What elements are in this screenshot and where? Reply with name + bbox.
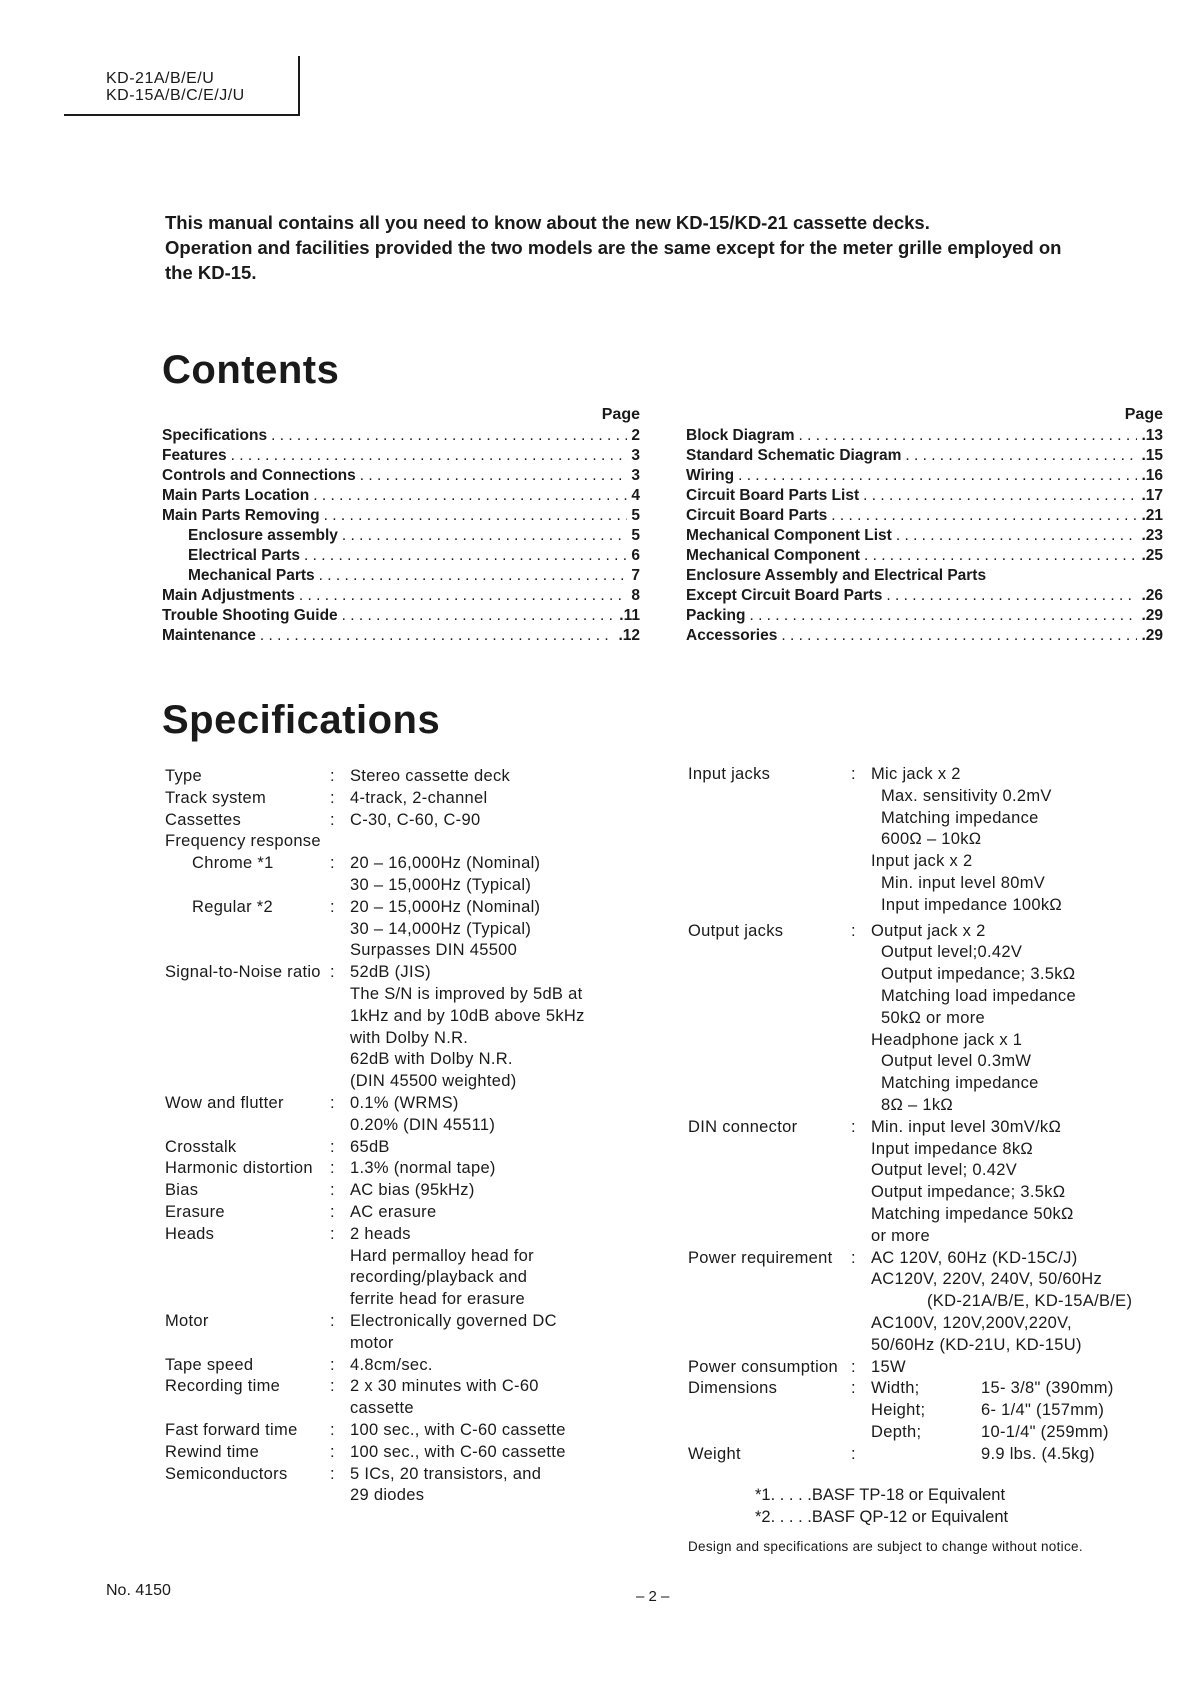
spec-value-line: Stereo cassette deck [350,767,511,785]
spec-value [871,921,1168,1117]
contents-entry [686,606,1163,626]
spec-row [165,1093,665,1137]
spec-value-line: Matching impedance [881,1074,1039,1093]
spec-value [871,1248,1168,1357]
contents-entry-page: .23 [1141,527,1163,544]
spec-value-line: Min. input level 80mV [881,873,1046,892]
spec-colon: : [330,854,335,873]
contents-entry-page: .13 [1141,427,1163,444]
spec-key: Erasure [165,1202,225,1221]
spec-row [165,1137,665,1159]
header-divider-vertical [298,56,300,116]
spec-colon: : [330,1137,335,1156]
spec-row-weight: Weight : 9.9 lbs. (4.5kg) [688,1444,1168,1466]
spec-key: Heads [165,1224,215,1243]
intro-paragraph [165,210,1125,285]
spec-colon: : [330,788,335,807]
spec-key: Bias [165,1181,199,1200]
spec-value-line: Surpasses DIN 45500 [350,941,518,960]
spec-value-line: 20 – 16,000Hz (Nominal) [350,854,541,873]
spec-value [871,1378,1168,1443]
spec-value [871,764,1168,917]
contents-entry-page: .29 [1141,607,1163,624]
spec-key: Dimensions [688,1379,778,1398]
model-numbers [106,70,245,104]
footnote: *2. . . . .BASF QP-12 or Equivalent [755,1508,1009,1526]
spec-colon: : [330,1420,335,1439]
spec-colon: : [330,1377,335,1396]
spec-value-line: 4-track, 2-channel [350,788,488,807]
spec-value [350,1202,665,1224]
spec-colon: : [330,1311,335,1330]
spec-value [350,853,665,897]
contents-entry-page: 7 [631,567,640,584]
contents-entry-label: Main Parts Location [162,487,310,504]
leader-dots [749,606,1137,626]
leader-dots [299,586,627,606]
contents-entry [162,446,640,466]
footnotes [755,1484,1008,1528]
spec-value-line: 2 heads [350,1224,411,1243]
spec-value-line: 29 diodes [350,1486,425,1505]
spec-key: Output jacks [688,921,784,940]
spec-value-line: 62dB with Dolby N.R. [350,1050,513,1069]
spec-row [165,1180,665,1202]
spec-value-line: Mic jack x 2 [871,765,961,783]
spec-value-line: 0.1% (WRMS) [350,1093,459,1112]
contents-entry-label: Controls and Connections [162,467,356,484]
contents-entry [686,446,1163,466]
spec-colon: : [330,1224,335,1243]
spec-colon: : [330,1159,335,1178]
spec-key: Harmonic distortion [165,1159,313,1178]
contents-entry-page: 5 [631,527,640,544]
spec-value-line: (DIN 45500 weighted) [350,1072,517,1091]
spec-value-line: AC bias (95kHz) [350,1181,475,1200]
spec-value-line: 1.3% (normal tape) [350,1159,496,1178]
contents-entry-page: .17 [1141,487,1163,504]
intro-line: Operation and facilities provided the two models are the same except for the meter grille employed on [165,237,1062,258]
spec-row-output-jacks: Output jacks : Output jack x 2 Output level;0.42V Output impedance; 3.5kΩ Matching load impedance 50kΩ or more Headphone jack x 1 Output level 0.3mW Matching impedance 8Ω – 1kΩ [688,921,1168,1117]
leader-dots [896,526,1138,546]
spec-value [350,766,665,788]
leader-dots [304,546,627,566]
contents-entry [162,526,640,546]
spec-key: Rewind time [165,1442,260,1461]
spec-value-line: 0.20% (DIN 45511) [350,1115,496,1134]
spec-value: 15W [871,1357,906,1376]
spec-value-line: or more [871,1226,930,1245]
spec-key: Tape speed [165,1355,254,1374]
spec-key: Power requirement [688,1248,833,1267]
spec-value-line: 2 x 30 minutes with C-60 [350,1377,539,1396]
spec-value [350,897,665,962]
contents-entry-label: Circuit Board Parts [686,507,828,524]
contents-entry [686,486,1163,506]
leader-dots [905,446,1137,466]
contents-entry [162,626,640,646]
spec-colon: : [330,1181,335,1200]
spec-key: Wow and flutter [165,1093,284,1112]
contents-entry-page: .15 [1141,447,1163,464]
spec-colon: : [330,810,335,829]
specifications-left-column [165,766,665,1507]
spec-row-input-jacks: Input jacks : Mic jack x 2 Max. sensitivity 0.2mV Matching impedance 600Ω – 10kΩ Input jack x 2 Min. input level 80mV Input impedance 100kΩ [688,764,1168,917]
spec-value-line: Input impedance 100kΩ [881,895,1062,914]
spec-value-line: 20 – 15,000Hz (Nominal) [350,897,541,916]
contents-entry-label: Except Circuit Board Parts [686,587,883,604]
dimension-value: 6- 1/4" (157mm) [981,1401,1105,1420]
spec-key: Track system [165,788,267,807]
dimension-value: 10-1/4" (259mm) [981,1422,1109,1441]
spec-value: 9.9 lbs. (4.5kg) [981,1444,1095,1463]
model-number-2: KD-15A/B/C/E/J/U [106,87,245,104]
contents-entry-label: Mechanical Parts [188,567,315,584]
spec-key: Input jacks [688,765,771,783]
spec-value-line: cassette [350,1399,414,1418]
spec-key: Semiconductors [165,1464,288,1483]
spec-value-line: 50/60Hz (KD-21U, KD-15U) [871,1335,1082,1354]
spec-value-line: 100 sec., with C-60 cassette [350,1420,566,1439]
spec-value-line: 8Ω – 1kΩ [881,1095,954,1114]
leader-dots [313,486,627,506]
spec-value-line: Min. input level 30mV/kΩ [871,1117,1062,1136]
contents-entry-label: Maintenance [162,627,256,644]
leader-dots [342,526,627,546]
contents-entry-label: Packing [686,607,746,624]
spec-value-line: AC erasure [350,1202,437,1221]
spec-value [350,1180,665,1202]
contents-entry [162,466,640,486]
specifications-heading: Specifications [162,698,441,742]
spec-value [350,1311,665,1355]
spec-value-line: Input jack x 2 [871,852,973,871]
spec-row [165,1464,665,1508]
spec-row-power-requirement: Power requirement : AC 120V, 60Hz (KD-15C/J) AC120V, 220V, 240V, 50/60Hz (KD-21A/B/E, KD-15A/B/E) AC100V, 120V,200V,220V, 50/60Hz (KD-21U, KD-15U) [688,1248,1168,1357]
contents-entry-label: Enclosure Assembly and Electrical Parts [686,567,987,584]
spec-row [165,831,665,853]
spec-key: Recording time [165,1377,281,1396]
spec-value [350,1464,665,1508]
spec-value-line: Headphone jack x 1 [871,1030,1023,1049]
spec-value [350,1158,665,1180]
contents-list-right [686,404,1163,646]
contents-list-left [162,404,640,646]
spec-value-line: motor [350,1333,394,1352]
intro-line: the KD-15. [165,262,257,283]
spec-value-line: ferrite head for erasure [350,1290,526,1309]
spec-colon: : [330,1355,335,1374]
spec-colon [330,831,350,853]
contents-entry [686,626,1163,646]
spec-key: Regular *2 [192,897,273,916]
leader-dots [360,466,628,486]
spec-value [871,1117,1168,1248]
spec-value [350,1420,665,1442]
spec-value-line [350,831,665,853]
spec-row [165,766,665,788]
spec-colon: : [330,897,335,916]
contents-entry [162,486,640,506]
contents-entry [686,586,1163,606]
specifications-right-column [688,764,1168,1466]
contents-entry [162,586,640,606]
spec-value-line: Output level; 0.42V [871,1161,1018,1180]
contents-entry-label: Electrical Parts [188,547,301,564]
dimension-label: Depth; [871,1422,922,1441]
contents-entry-label: Accessories [686,627,778,644]
contents-heading: Contents [162,348,340,392]
document-number: No. 4150 [106,1582,171,1599]
spec-value-line: 30 – 14,000Hz (Typical) [350,919,532,938]
spec-value-line: Matching load impedance [881,986,1076,1005]
dimension-label: Height; [871,1401,926,1420]
spec-value [350,1355,665,1377]
spec-value [350,1093,665,1137]
spec-key: Type [165,767,202,785]
spec-row-din-connector: DIN connector : Min. input level 30mV/kΩ Input impedance 8kΩ Output level; 0.42V Output impedance; 3.5kΩ Matching impedance 50kΩ or more [688,1117,1168,1248]
leader-dots [864,546,1137,566]
spec-value-line: AC 120V, 60Hz (KD-15C/J) [871,1248,1078,1267]
contents-entry-label: Main Parts Removing [162,507,320,524]
contents-entry [686,566,1163,586]
contents-entry [162,606,640,626]
spec-value-line: 1kHz and by 10dB above 5kHz [350,1006,585,1025]
spec-key: Signal-to-Noise ratio [165,963,321,982]
spec-row [165,1355,665,1377]
spec-value-line: Electronically governed DC [350,1311,557,1330]
spec-value-line: 600Ω – 10kΩ [881,830,982,849]
change-notice: Design and specifications are subject to change without notice. [688,1539,1083,1554]
spec-value-line: AC100V, 120V,200V,220V, [871,1313,1072,1332]
spec-value-line: 30 – 15,000Hz (Typical) [350,875,532,894]
spec-row [165,788,665,810]
contents-entry [162,426,640,446]
contents-entry-label: Features [162,447,227,464]
contents-entry-page: .21 [1141,507,1163,524]
contents-entry-label: Circuit Board Parts List [686,487,860,504]
spec-row-dimensions: Dimensions : Width; 15- 3/8" (390mm) Height; 6- 1/4" (157mm) Depth; 10-1/4" (259mm) [688,1378,1168,1443]
leader-dots [324,506,628,526]
spec-key: Cassettes [165,810,242,829]
leader-dots [738,466,1137,486]
spec-value-line: Output level 0.3mW [881,1052,1032,1071]
spec-key: Power consumption [688,1357,839,1376]
spec-row [165,1442,665,1464]
footnote: *1. . . . .BASF TP-18 or Equivalent [755,1486,1006,1504]
header-divider-horizontal [64,114,300,116]
contents-entry-page: .29 [1141,627,1163,644]
spec-value [350,788,665,810]
leader-dots [886,586,1137,606]
spec-value-line: (KD-21A/B/E, KD-15A/B/E) [927,1292,1133,1311]
contents-entry-label: Main Adjustments [162,587,295,604]
dimension-label: Width; [871,1379,920,1398]
model-number-1: KD-21A/B/E/U [106,70,215,87]
contents-entry [686,426,1163,446]
page-column-label: Page [601,406,640,423]
spec-row [165,1158,665,1180]
contents-entry-page: 5 [631,507,640,524]
spec-value-line: recording/playback and [350,1268,528,1287]
contents-entry-label: Wiring [686,467,735,484]
spec-row [165,853,665,897]
contents-entry [162,566,640,586]
contents-entry-label: Mechanical Component [686,547,860,564]
spec-value [350,810,665,832]
contents-entry [162,506,640,526]
spec-key: Weight [688,1444,741,1463]
spec-colon: : [330,963,335,982]
leader-dots [863,486,1137,506]
spec-row [165,1420,665,1442]
spec-value-line: Output impedance; 3.5kΩ [871,1183,1066,1202]
spec-value-line: The S/N is improved by 5dB at [350,984,583,1003]
spec-value-line: C-30, C-60, C-90 [350,810,481,829]
spec-row-power-consumption: Power consumption : 15W [688,1357,1168,1379]
leader-dots [319,566,628,586]
contents-entry-page: .25 [1141,547,1163,564]
spec-row [165,1224,665,1311]
spec-value-line: 100 sec., with C-60 cassette [350,1442,566,1461]
spec-value-line: Max. sensitivity 0.2mV [881,786,1052,805]
intro-line: This manual contains all you need to know about the new KD-15/KD-21 cassette decks. [165,212,930,233]
spec-value-line: Matching impedance 50kΩ [871,1204,1074,1223]
spec-value-line: Matching impedance [881,808,1039,827]
leader-dots [781,626,1137,646]
spec-key: Fast forward time [165,1420,298,1439]
spec-value-line: 4.8cm/sec. [350,1355,433,1374]
spec-value-line: with Dolby N.R. [350,1028,469,1047]
contents-entry-page: 4 [631,487,640,504]
spec-row [165,897,665,962]
spec-value [350,831,665,853]
spec-value-line: Output level;0.42V [881,943,1023,962]
spec-value-line: Output jack x 2 [871,921,986,940]
spec-row [165,1202,665,1224]
spec-value-line: 5 ICs, 20 transistors, and [350,1464,542,1483]
contents-entry-page: 8 [631,587,640,604]
contents-entry-page: .16 [1141,467,1163,484]
spec-value-line: Hard permalloy head for [350,1246,534,1265]
leader-dots [342,606,616,626]
contents-entry-label: Enclosure assembly [188,527,338,544]
spec-row [165,962,665,1093]
spec-value [350,1224,665,1311]
contents-entry-label: Trouble Shooting Guide [162,607,338,624]
contents-entry-label: Specifications [162,427,268,444]
contents-entry [686,546,1163,566]
spec-key: DIN connector [688,1117,798,1136]
contents-entry-label: Mechanical Component List [686,527,892,544]
spec-value [350,1442,665,1464]
spec-key: Frequency response [165,832,321,851]
spec-value-line: Output impedance; 3.5kΩ [881,965,1076,984]
spec-key: Crosstalk [165,1137,237,1156]
contents-entry-page: 2 [631,427,640,444]
spec-colon: : [330,1093,335,1112]
contents-entry-label: Block Diagram [686,427,795,444]
contents-entry-label: Standard Schematic Diagram [686,447,902,464]
contents-entry [162,546,640,566]
spec-row [165,1376,665,1420]
leader-dots [831,506,1137,526]
spec-value-line: 50kΩ or more [881,1008,985,1027]
contents-entry-page: 6 [631,547,640,564]
page-column-label: Page [1124,406,1163,423]
leader-dots [799,426,1138,446]
spec-key: Chrome *1 [192,854,274,873]
spec-colon: : [330,1202,335,1221]
contents-entry-page: 3 [631,467,640,484]
leader-dots [231,446,628,466]
spec-row [165,1311,665,1355]
spec-value-line: 65dB [350,1137,390,1156]
contents-entry-page: .11 [619,607,640,624]
spec-value [350,1137,665,1159]
contents-entry-page: .12 [618,627,640,644]
spec-value-line: Input impedance 8kΩ [871,1139,1034,1158]
spec-colon: : [330,1464,335,1483]
page-number: – 2 – [636,1588,670,1605]
spec-value-line: AC120V, 220V, 240V, 50/60Hz [871,1270,1103,1289]
contents-entry-page: 3 [631,447,640,464]
spec-key: Motor [165,1311,209,1330]
leader-dots [271,426,627,446]
spec-value [350,1376,665,1420]
spec-value [350,962,665,1093]
dimension-value: 15- 3/8" (390mm) [981,1379,1114,1398]
spec-row [165,810,665,832]
contents-entry [686,466,1163,486]
contents-entry [686,526,1163,546]
leader-dots [260,626,615,646]
spec-colon: : [330,767,335,785]
spec-value-line: 52dB (JIS) [350,963,431,982]
spec-colon: : [330,1442,335,1461]
contents-entry [686,506,1163,526]
contents-entry-page: .26 [1141,587,1163,604]
